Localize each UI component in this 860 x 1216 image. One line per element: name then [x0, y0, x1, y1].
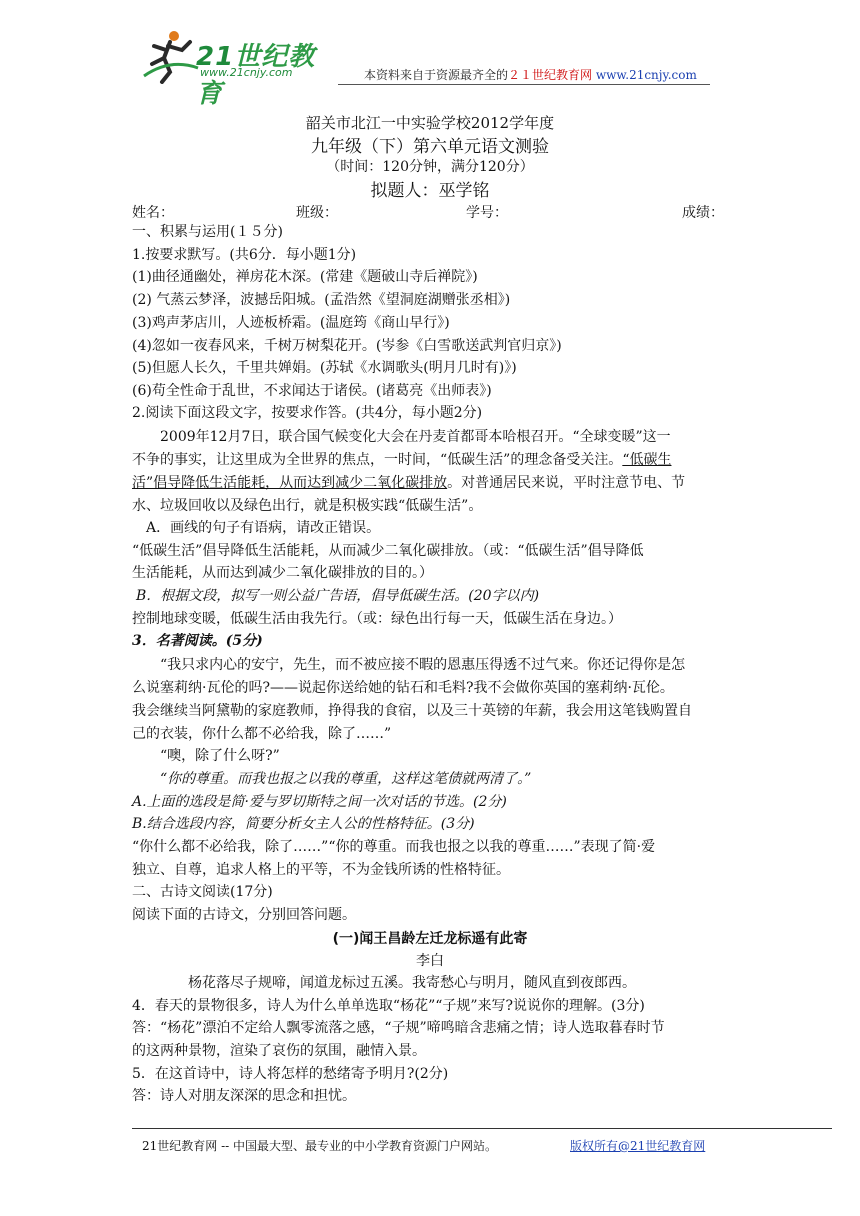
footer-divider [132, 1128, 832, 1129]
poem-title: (一)闻王昌龄左迁龙标遥有此寄 [332, 931, 528, 947]
underlined-sentence-part-2: 活”倡导降低生活能耗，从而达到减少二氧化碳排放 [132, 475, 448, 491]
class-label: 班级： [296, 205, 338, 221]
passage-1-line-2: 不争的事实，让这里成为全世界的焦点，一时间，“低碳生活”的理念备受关注。“低碳生 [132, 452, 672, 468]
passage-2-line-2: 么说塞莉纳·瓦伦的吗?——说起你送给她的钻石和毛料?我不会做你英国的塞莉纳·瓦伦。 [132, 680, 674, 696]
logo-url: www.21cnjy.com [200, 66, 293, 79]
score-label: 成绩： [682, 205, 724, 221]
section-2-heading: 二、古诗文阅读(17分) [132, 884, 273, 900]
question-2a: A．画线的句子有语病，请改正错误。 [146, 520, 381, 536]
answer-1-5: (5)但愿人长久，千里共婵娟。(苏轼《水调歌头(明月几时有)》) [132, 360, 517, 376]
answer-1-4: (4)忽如一夜春风来，千树万树梨花开。(岑参《白雪歌送武判官归京》) [132, 338, 562, 354]
passage-2-line-5: “噢，除了什么呀?” [160, 748, 280, 764]
site-url-link[interactable]: www.21cnjy.com [595, 68, 697, 82]
header-note: 本资料来自于资源最齐全的２１世纪教育网 www.21cnjy.com [364, 68, 697, 82]
site-name-link[interactable]: ２１世纪教育网 [508, 68, 593, 82]
answer-1-6: (6)苟全性命于乱世，不求闻达于诸侯。(诸葛亮《出师表》) [132, 383, 492, 399]
question-4: 4．春天的景物很多，诗人为什么单单选取“杨花”“子规”来写?说说你的理解。(3分) [132, 998, 645, 1014]
question-5: 5．在这首诗中，诗人将怎样的愁绪寄予明月?(2分) [132, 1066, 449, 1082]
question-3: 3．名著阅读。(5分) [132, 633, 263, 649]
answer-2a-line-2: 生活能耗，从而达到减少二氧化碳排放的目的。） [132, 565, 433, 581]
answer-1-3: (3)鸡声茅店川，人迹板桥霜。(温庭筠《商山早行》) [132, 315, 450, 331]
answer-3b-line-2: 独立、自尊，追求人格上的平等，不为金钱所诱的性格特征。 [132, 862, 510, 878]
answer-2b: 控制地球变暖，低碳生活由我先行。（或：绿色出行每一天，低碳生活在身边。） [132, 611, 622, 627]
runner-logo-icon [140, 28, 200, 84]
passage-2-line-4: 己的衣装，你什么都不必给我，除了……” [132, 726, 392, 742]
question-1: 1.按要求默写。(共6分．每小题1分) [132, 247, 357, 263]
number-label: 学号： [466, 205, 508, 221]
poem-text: 杨花落尽子规啼，闻道龙标过五溪。我寄愁心与明月，随风直到夜郎西。 [188, 975, 636, 991]
exam-title: 九年级（下）第六单元语文测验 [311, 137, 549, 157]
passage-2-line-1: “我只求内心的安宁，先生，而不被应接不暇的恩惠压得透不过气来。你还记得你是怎 [160, 657, 686, 673]
answer-4-line-2: 的这两种景物，渲染了哀伤的氛围，融情入景。 [132, 1043, 426, 1059]
logo-brand: 21世纪教育 [196, 42, 316, 109]
answer-1-2: (2) 气蒸云梦泽，波撼岳阳城。(孟浩然《望洞庭湖赠张丞相》) [132, 292, 511, 308]
header-divider [338, 84, 710, 85]
answer-5: 答：诗人对朋友深深的思念和担忧。 [132, 1088, 356, 1104]
passage-2-line-6: “你的尊重。而我也报之以我的尊重，这样这笔债就两清了。” [160, 771, 532, 787]
question-3b: B.结合选段内容，简要分析女主人公的性格特征。(3分) [132, 816, 475, 832]
passage-1-line-1: 2009年12月7日，联合国气候变化大会在丹麦首都哥本哈根召开。“全球变暖”这一 [160, 429, 671, 445]
passage-2-line-3: 我会继续当阿黛勒的家庭教师，挣得我的食宿，以及三十英镑的年薪，我会用这笔钱购置自 [132, 703, 692, 719]
exam-time: （时间：120分钟，满分120分） [326, 159, 534, 175]
footer-text: 21世纪教育网 -- 中国最大型、最专业的中小学教育资源门户网站。 [142, 1139, 498, 1153]
copyright-link[interactable]: 版权所有@21世纪教育网 [570, 1139, 706, 1153]
answer-4-line-1: 答：“杨花”漂泊不定给人飘零流落之感，“子规”啼鸣暗含悲痛之情；诗人选取暮春时节 [132, 1020, 665, 1036]
school-title: 韶关市北江一中实验学校2012学年度 [305, 114, 555, 132]
answer-3b-line-1: “你什么都不必给我，除了……”“你的尊重。而我也报之以我的尊重……”表现了简·爱 [132, 839, 656, 855]
answer-2a-line-1: “低碳生活”倡导降低生活能耗，从而减少二氧化碳排放。（或：“低碳生活”倡导降低 [132, 543, 644, 559]
section-2-instruction: 阅读下面的古诗文，分别回答问题。 [132, 907, 356, 923]
exam-author: 拟题人：巫学铭 [370, 181, 490, 201]
passage-1-line-3: 活”倡导降低生活能耗，从而达到减少二氧化碳排放。对普通居民来说，平时注意节电、节 [132, 475, 686, 491]
answer-1-1: (1)曲径通幽处，禅房花木深。(常建《题破山寺后禅院》) [132, 269, 478, 285]
question-3a: A.上面的选段是简·爱与罗切斯特之间一次对话的节选。(2分) [132, 794, 507, 810]
passage-1-line-4: 水、垃圾回收以及绿色出行，就是积极实践“低碳生活”。 [132, 498, 483, 514]
question-2b: B．根据文段，拟写一则公益广告语，倡导低碳生活。(20字以内) [136, 588, 540, 604]
poem-author: 李白 [416, 953, 444, 969]
section-1-heading: 一、积累与运用(１５分) [132, 224, 283, 240]
underlined-sentence-part-1: “低碳生 [622, 452, 672, 468]
name-label: 姓名： [132, 205, 174, 221]
site-logo[interactable] [140, 28, 340, 109]
question-2: 2.阅读下面这段文字，按要求作答。(共4分，每小题2分) [132, 405, 483, 421]
